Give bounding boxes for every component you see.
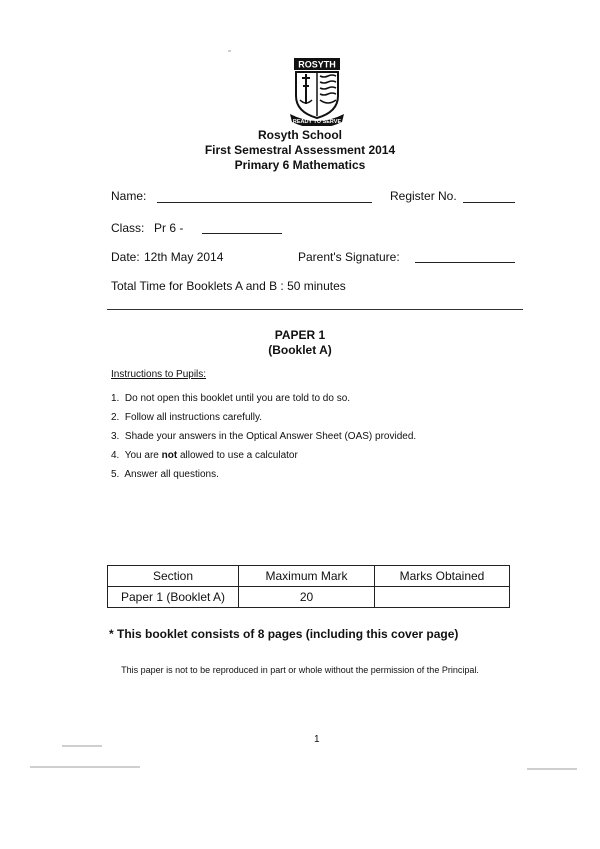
scan-speck [228,50,231,52]
paper-heading [0,328,600,358]
table-row [108,587,510,608]
scan-smudge [30,766,140,768]
date-value: 12th May 2014 [144,250,224,264]
table-cell: Paper 1 (Booklet A) [108,587,239,608]
divider-rule [107,309,523,310]
table-cell: 20 [239,587,375,608]
instruction-item: 3. Shade your answers in the Optical Answer Sheet (OAS) provided. [111,431,417,442]
register-field[interactable] [463,202,515,203]
paper-title: PAPER 1 [274,328,326,342]
crest-banner-text: ROSYTH [298,59,336,70]
register-label: Register No. [390,189,457,203]
page-number: 1 [314,734,320,745]
booklet-pages-note: * This booklet consists of 8 pages (including this cover page) [109,627,459,641]
table-header-cell: Maximum Mark [239,566,375,587]
marks-table [107,565,510,608]
instruction-item: 5. Answer all questions. [111,469,219,480]
class-label: Class: [111,221,145,235]
class-field[interactable] [202,233,282,234]
crest-motto-text: READY TO SERVE [292,119,342,125]
copyright-notice: This paper is not to be reproduced in part or whole without the permission of the Principal. [121,665,479,675]
table-header-row [108,566,510,587]
scan-smudge [62,745,102,747]
signature-label: Parent's Signature: [298,250,400,264]
school-name: Rosyth School [257,128,342,142]
scan-smudge [527,768,577,770]
table-header-cell: Section [108,566,239,587]
date-label: Date: [111,250,140,264]
table-cell [375,587,510,608]
instructions-list [111,393,416,488]
class-value: Pr 6 - [154,221,184,235]
signature-field[interactable] [415,262,515,263]
instructions-heading: Instructions to Pupils: [111,369,207,380]
school-crest-logo [286,56,348,126]
table-header-cell: Marks Obtained [375,566,510,587]
booklet-title: (Booklet A) [268,343,332,357]
name-label: Name: [111,189,147,203]
subject-title: Primary 6 Mathematics [234,158,366,172]
total-time: Total Time for Booklets A and B : 50 minutes [111,279,346,293]
assessment-title: First Semestral Assessment 2014 [204,143,396,157]
instruction-item: 1. Do not open this booklet until you are told to do so. [111,393,351,404]
name-field[interactable] [157,202,372,203]
instruction-item: 2. Follow all instructions carefully. [111,412,262,423]
instruction-item: 4. You are not allowed to use a calculator [111,450,298,461]
